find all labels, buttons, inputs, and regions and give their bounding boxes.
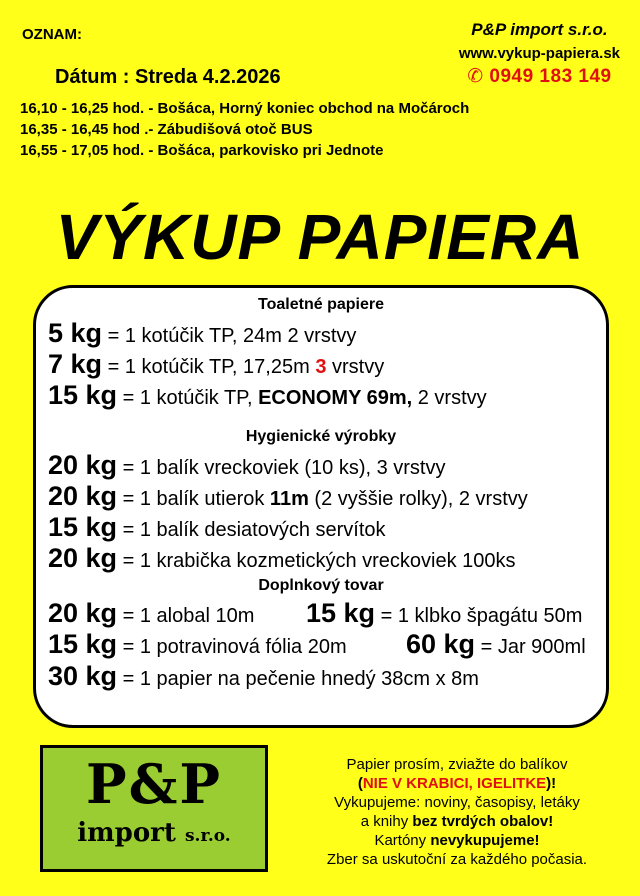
schedule-item: 16,10 - 16,25 hod. - Bošáca, Horný koniec obchod na Močároch	[20, 100, 470, 117]
reward: = 1 balík desiatových servítok	[122, 519, 386, 541]
notes-block	[284, 755, 630, 869]
weight: 15 kg	[48, 380, 118, 410]
price-line-extra-5	[48, 661, 479, 692]
phone-icon: ✆	[467, 66, 484, 87]
headline: VÝKUP PAPIERA	[55, 201, 585, 273]
phone-number[interactable]	[459, 65, 620, 88]
reward: = 1 kotúčik TP, 24m 2 vrstvy	[107, 325, 357, 347]
logo-mark: P&P	[86, 752, 222, 816]
section-extra-title: Doplnkový tovar	[258, 577, 384, 594]
logo-subtitle: import s.r.o.	[77, 818, 231, 848]
weight: 7 kg	[48, 349, 103, 379]
date-line: Dátum : Streda 4.2.2026	[55, 66, 281, 88]
company-logo	[40, 745, 268, 872]
note-line: Kartóny nevykupujeme!	[374, 832, 540, 849]
section-hygiene-title: Hygienické výrobky	[245, 428, 397, 445]
weight: 20 kg	[48, 543, 118, 573]
weight: 20 kg	[48, 481, 118, 511]
weight: 60 kg	[406, 629, 476, 659]
price-line-extra-3	[48, 629, 347, 660]
weight: 15 kg	[306, 598, 376, 628]
oznam-label: OZNAM:	[22, 26, 82, 43]
price-line-extra-1	[48, 598, 254, 629]
reward: = 1 balík vreckoviek (10 ks), 3 vrstvy	[122, 457, 446, 479]
reward: = 1 kotúčik TP, 17,25m 3 vrstvy	[107, 356, 385, 378]
note-line: Vykupujeme: noviny, časopisy, letáky	[334, 794, 580, 811]
schedule-item: 16,55 - 17,05 hod. - Bošáca, parkovisko pri Jednote	[20, 142, 384, 159]
ply-highlight: 3	[315, 356, 327, 378]
weight: 20 kg	[48, 450, 118, 480]
note-line: (NIE V KRABICI, IGELITKE)!	[357, 775, 557, 792]
price-line-toilet-2	[48, 349, 384, 380]
price-list-box	[33, 285, 609, 728]
schedule-list	[20, 98, 469, 161]
phone-text: 0949 183 149	[489, 66, 612, 87]
reward: = 1 klbko špagátu 50m	[380, 605, 583, 627]
price-line-toilet-1	[48, 318, 356, 349]
reward: = 1 papier na pečenie hnedý 38cm x 8m	[122, 668, 479, 690]
section-toilet-title: Toaletné papiere	[258, 296, 384, 313]
company-block	[459, 20, 620, 88]
weight: 15 kg	[48, 629, 118, 659]
company-name: P&P import s.r.o.	[471, 20, 608, 39]
price-line-hygiene-1	[48, 450, 446, 481]
note-line: Zber sa uskutoční za každého počasia.	[326, 851, 588, 868]
price-line-extra-2	[306, 598, 582, 629]
note-line: a knihy bez tvrdých obalov!	[360, 813, 554, 830]
price-line-extra-4	[406, 629, 586, 660]
weight: 20 kg	[48, 598, 118, 628]
reward: = 1 krabička kozmetických vreckoviek 100ks	[122, 550, 516, 572]
reward: = Jar 900ml	[480, 636, 586, 658]
reward: = 1 alobal 10m	[122, 605, 255, 627]
price-line-hygiene-4	[48, 543, 516, 574]
price-line-hygiene-2	[48, 481, 528, 512]
reward: = 1 potravinová fólia 20m	[122, 636, 347, 658]
price-line-hygiene-3	[48, 512, 386, 543]
price-line-toilet-3	[48, 380, 487, 411]
weight: 15 kg	[48, 512, 118, 542]
schedule-item: 16,35 - 16,45 hod .- Zábudišová otoč BUS	[20, 121, 313, 138]
reward: = 1 kotúčik TP, ECONOMY 69m, 2 vrstvy	[122, 387, 487, 409]
note-line: Papier prosím, zviažte do balíkov	[346, 756, 568, 773]
website-link[interactable]: www.vykup-papiera.sk	[458, 45, 620, 62]
reward: = 1 balík utierok 11m (2 vyššie rolky), 2 vrstvy	[122, 488, 528, 510]
weight: 5 kg	[48, 318, 103, 348]
weight: 30 kg	[48, 661, 118, 691]
